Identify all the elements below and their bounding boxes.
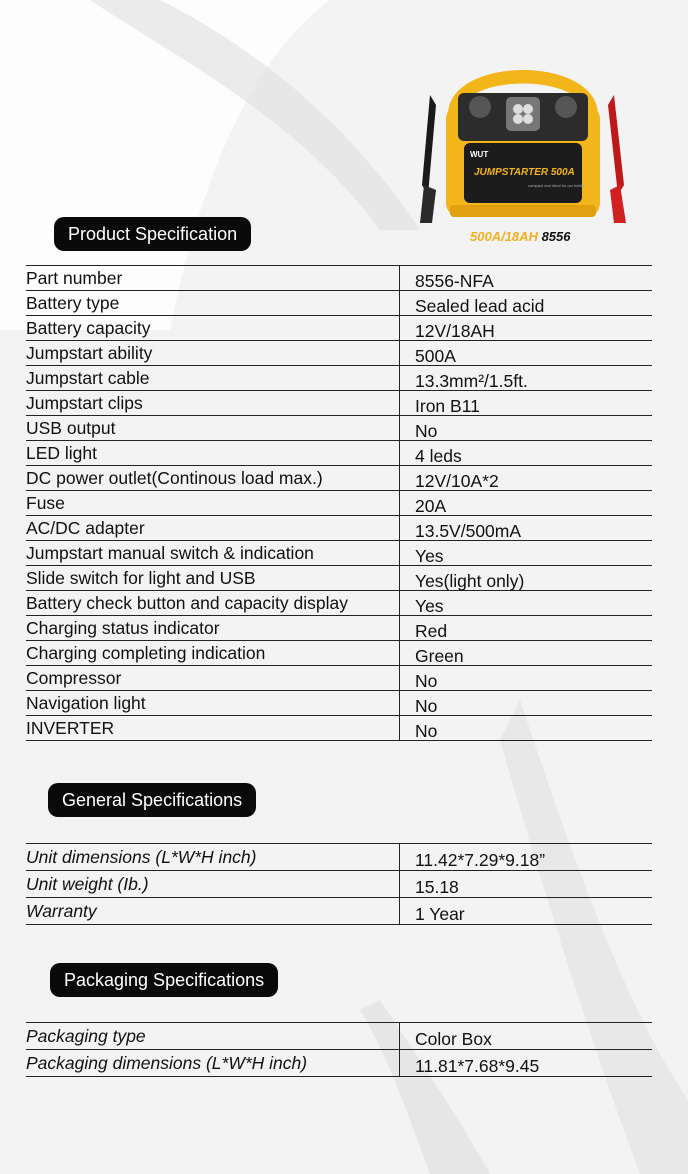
- packaging-spec-heading: Packaging Specifications: [50, 963, 278, 997]
- table-row: [26, 641, 652, 666]
- table-row: [26, 566, 652, 591]
- spec-label: LED light: [26, 441, 400, 466]
- spec-value: 15.18: [415, 877, 459, 897]
- spec-value: No: [415, 421, 438, 441]
- spec-label: INVERTER: [26, 716, 400, 741]
- spec-label: Fuse: [26, 491, 400, 516]
- table-row: [26, 591, 652, 616]
- spec-value: Red: [415, 621, 448, 641]
- table-row: [26, 666, 652, 691]
- spec-label: Battery type: [26, 291, 400, 316]
- spec-label: Slide switch for light and USB: [26, 566, 400, 591]
- table-row: [26, 291, 652, 316]
- spec-label: Warranty: [26, 898, 400, 925]
- spec-value-cell: [400, 291, 653, 316]
- spec-label: Unit weight (Ib.): [26, 871, 400, 898]
- spec-value: 4 leds: [415, 446, 462, 466]
- spec-value-cell: [400, 1023, 653, 1050]
- spec-value-cell: [400, 844, 653, 871]
- spec-value: 500A: [415, 346, 456, 366]
- spec-label: AC/DC adapter: [26, 516, 400, 541]
- table-row: [26, 341, 652, 366]
- spec-value: Sealed lead acid: [415, 296, 545, 316]
- spec-value-cell: [400, 591, 653, 616]
- spec-label: Compressor: [26, 666, 400, 691]
- sub-label: compact and ideal for car battery: [528, 183, 587, 188]
- brand-text: WUT: [470, 150, 489, 159]
- spec-value-cell: [400, 516, 653, 541]
- spec-value-cell: [400, 1050, 653, 1077]
- red-clamp-cable: [608, 95, 624, 195]
- spec-value: Iron B11: [415, 396, 480, 416]
- table-row: [26, 691, 652, 716]
- spec-value: 1 Year: [415, 904, 465, 924]
- spec-value-cell: [400, 898, 653, 925]
- spec-value: No: [415, 696, 438, 716]
- spec-value-cell: [400, 491, 653, 516]
- spec-label: Battery check button and capacity display: [26, 591, 400, 616]
- table-row: [26, 716, 652, 741]
- table-row: [26, 266, 652, 291]
- table-row: [26, 541, 652, 566]
- black-clamp-cable: [422, 95, 436, 195]
- table-row: [26, 466, 652, 491]
- spec-value-cell: [400, 266, 653, 291]
- table-row: [26, 491, 652, 516]
- spec-value-cell: [400, 341, 653, 366]
- spec-value: Yes: [415, 596, 444, 616]
- spec-value-cell: [400, 391, 653, 416]
- spec-value: 12V/10A*2: [415, 471, 499, 491]
- spec-value: 20A: [415, 496, 447, 516]
- spec-value: 13.5V/500mA: [415, 521, 522, 541]
- spec-value-cell: [400, 366, 653, 391]
- spec-value-cell: [400, 716, 653, 741]
- spec-value-cell: [400, 316, 653, 341]
- table-row: [26, 366, 652, 391]
- spec-value-cell: [400, 541, 653, 566]
- table-row: [26, 844, 652, 871]
- table-row: [26, 441, 652, 466]
- spec-value: Yes(light only): [415, 571, 525, 591]
- spec-label: DC power outlet(Continous load max.): [26, 466, 400, 491]
- spec-value-cell: [400, 691, 653, 716]
- table-row: [26, 316, 652, 341]
- general-spec-heading: General Specifications: [48, 783, 256, 817]
- table-row: [26, 516, 652, 541]
- product-spec-table: [26, 265, 652, 741]
- spec-label: Charging completing indication: [26, 641, 400, 666]
- spec-value-cell: [400, 616, 653, 641]
- spec-label: Packaging type: [26, 1023, 400, 1050]
- spec-value: 12V/18AH: [415, 321, 495, 341]
- table-row: [26, 1023, 652, 1050]
- spec-value: 8556-NFA: [415, 271, 494, 291]
- spec-value: No: [415, 671, 438, 691]
- spec-label: Jumpstart clips: [26, 391, 400, 416]
- caption-model: 8556: [541, 229, 571, 244]
- spec-label: Packaging dimensions (L*W*H inch): [26, 1050, 400, 1077]
- product-spec-heading: Product Specification: [54, 217, 251, 251]
- spec-value-cell: [400, 566, 653, 591]
- spec-label: Part number: [26, 266, 400, 291]
- spec-value: Color Box: [415, 1029, 492, 1049]
- caption-rating: 500A/18AH: [470, 229, 538, 244]
- jumpstarter-product-image: [418, 45, 628, 225]
- table-row: [26, 616, 652, 641]
- spec-label: Jumpstart manual switch & indication: [26, 541, 400, 566]
- spec-label: Navigation light: [26, 691, 400, 716]
- product-caption: [470, 229, 570, 244]
- spec-label: Jumpstart cable: [26, 366, 400, 391]
- spec-value-cell: [400, 466, 653, 491]
- spec-label: USB output: [26, 416, 400, 441]
- table-row: [26, 416, 652, 441]
- table-row: [26, 898, 652, 925]
- table-row: [26, 871, 652, 898]
- general-spec-table: [26, 843, 652, 925]
- spec-value-cell: [400, 641, 653, 666]
- table-row: [26, 1050, 652, 1077]
- packaging-spec-table: [26, 1022, 652, 1077]
- spec-label: Jumpstart ability: [26, 341, 400, 366]
- spec-value-cell: [400, 416, 653, 441]
- spec-value: No: [415, 721, 438, 741]
- spec-value-cell: [400, 871, 653, 898]
- jumpstarter-label: JUMPSTARTER 500A: [474, 167, 575, 178]
- spec-value: Yes: [415, 546, 444, 566]
- spec-value-cell: [400, 441, 653, 466]
- spec-value: 13.3mm²/1.5ft.: [415, 371, 528, 391]
- spec-label: Unit dimensions (L*W*H inch): [26, 844, 400, 871]
- spec-value: 11.81*7.68*9.45: [415, 1056, 540, 1076]
- spec-label: Charging status indicator: [26, 616, 400, 641]
- spec-value: Green: [415, 646, 464, 666]
- spec-value-cell: [400, 666, 653, 691]
- table-row: [26, 391, 652, 416]
- spec-value: 11.42*7.29*9.18”: [415, 850, 546, 870]
- spec-label: Battery capacity: [26, 316, 400, 341]
